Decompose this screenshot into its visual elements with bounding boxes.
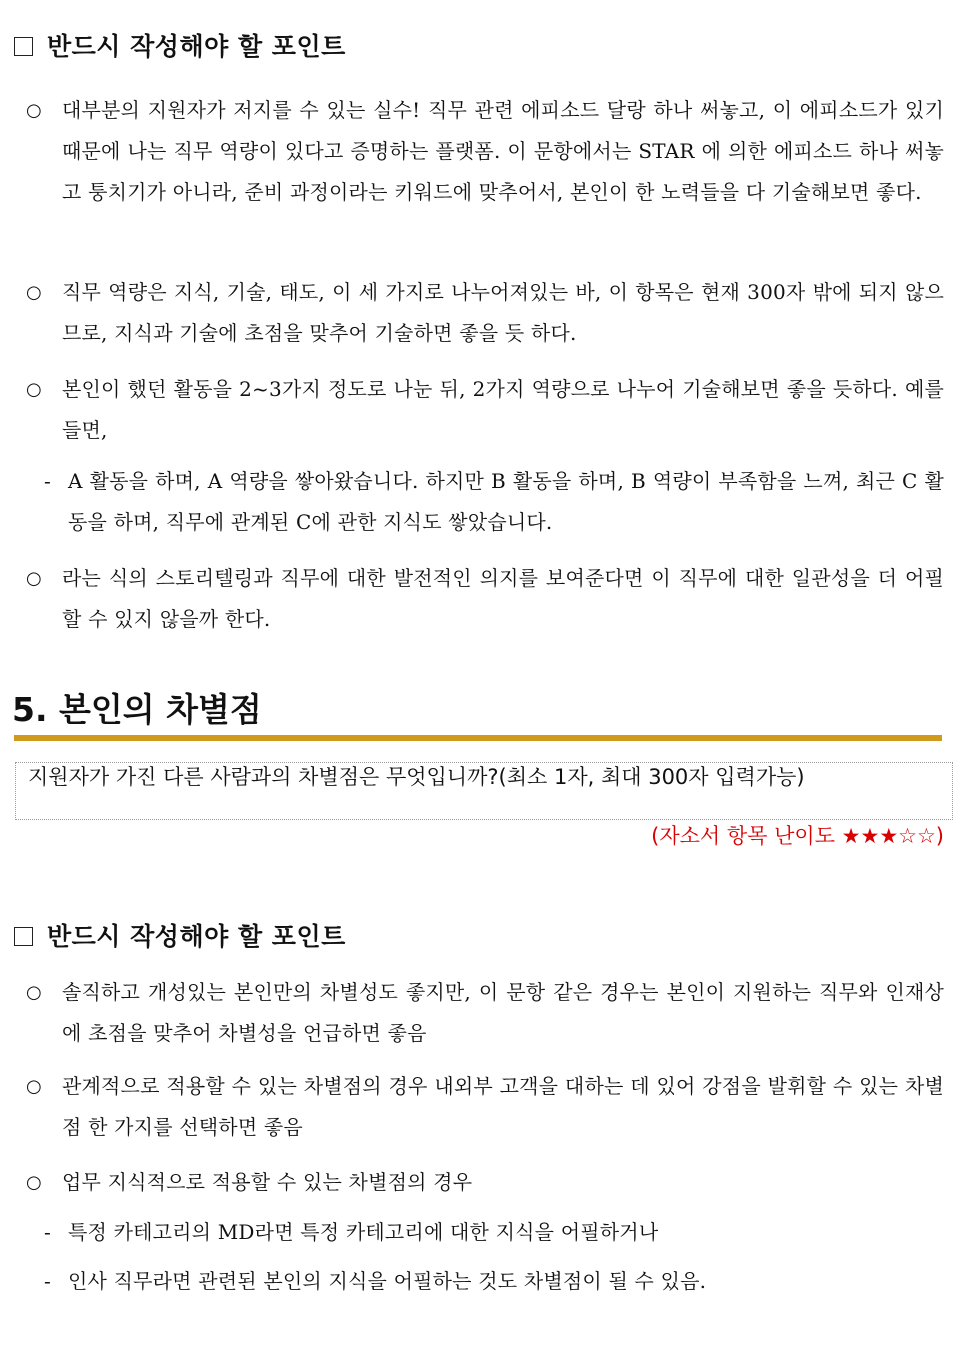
bullet-paragraph xyxy=(26,558,944,640)
paragraph-text: 업무 지식적으로 적용할 수 있는 차별점의 경우 xyxy=(62,1170,473,1194)
paragraph-text: 본인이 했던 활동을 2~3가지 정도로 나눈 뒤, 2가지 역량으로 나누어 기술해보면 좋을 듯하다. 예를 들면, xyxy=(62,377,944,442)
section-heading-text: 반드시 작성해야 할 포인트 xyxy=(47,32,346,61)
section-heading-1 xyxy=(14,32,346,62)
dash-bullet: - xyxy=(44,469,51,493)
paragraph-text: 직무 역량은 지식, 기술, 태도, 이 세 가지로 나누어져있는 바, 이 항목은 현재 300자 밖에 되지 않으므로, 지식과 기술에 초점을 맞추어 기술하면 좋을 듯 하다. xyxy=(62,280,944,345)
checkbox-square-icon xyxy=(14,37,33,56)
paragraph-text: 라는 식의 스토리텔링과 직무에 대한 발전적인 의지를 보여준다면 이 직무에 대한 일관성을 더 어필할 수 있지 않을까 한다. xyxy=(62,566,944,631)
checkbox-square-icon xyxy=(14,927,33,946)
paragraph-text: A 활동을 하며, A 역량을 쌓아왔습니다. 하지만 B 활동을 하며, B 역량이 부족함을 느껴, 최근 C 활동을 하며, 직무에 관계된 C에 관한 지식도 쌓았습니다. xyxy=(68,469,944,534)
paragraph-text: 대부분의 지원자가 저지를 수 있는 실수! 직무 관련 에피소드 달랑 하나 써놓고, 이 에피소드가 있기 때문에 나는 직무 역량이 있다고 증명하는 플랫폼. 이 문항에서는 STAR 에 의한 에피소드 하나 써놓고 퉁치기가 아니라, 준비 과정이라는 키워드에 맞추어서, 본인이 한 노력들을 다 기술해보면 좋다. xyxy=(62,98,944,204)
bullet-paragraph xyxy=(26,972,944,1054)
dash-paragraph xyxy=(44,1212,944,1253)
difficulty-rating: (자소서 항목 난이도 ★★★☆☆) xyxy=(651,824,944,848)
section-heading-text: 반드시 작성해야 할 포인트 xyxy=(47,922,346,951)
circle-bullet-icon: ○ xyxy=(26,1172,42,1193)
paragraph-text: 솔직하고 개성있는 본인만의 차별성도 좋지만, 이 문항 같은 경우는 본인이 지원하는 직무와 인재상에 초점을 맞추어 차별성을 언급하면 좋음 xyxy=(62,980,944,1045)
circle-bullet-icon: ○ xyxy=(26,568,42,589)
section-heading-2 xyxy=(14,922,346,952)
circle-bullet-icon: ○ xyxy=(26,379,42,400)
bullet-paragraph xyxy=(26,1162,944,1203)
circle-bullet-icon: ○ xyxy=(26,1076,42,1097)
circle-bullet-icon: ○ xyxy=(26,982,42,1003)
circle-bullet-icon: ○ xyxy=(26,100,42,121)
circle-bullet-icon: ○ xyxy=(26,282,42,303)
bullet-paragraph xyxy=(26,1066,944,1148)
dash-bullet: - xyxy=(44,1269,51,1293)
bullet-paragraph xyxy=(26,369,944,451)
paragraph-text: 관계적으로 적용할 수 있는 차별점의 경우 내외부 고객을 대하는 데 있어 강점을 발휘할 수 있는 차별점 한 가지를 선택하면 좋음 xyxy=(62,1074,944,1139)
bullet-paragraph xyxy=(26,272,944,354)
question-box: 지원자가 가진 다른 사람과의 차별점은 무엇입니까?(최소 1자, 최대 300자 입력가능) xyxy=(15,762,953,820)
paragraph-text: 특정 카테고리의 MD라면 특정 카테고리에 대한 지식을 어필하거나 xyxy=(68,1220,659,1244)
dash-paragraph xyxy=(44,461,944,543)
chapter-title: 5. 본인의 차별점 xyxy=(12,690,262,729)
dash-paragraph xyxy=(44,1261,944,1302)
dash-bullet: - xyxy=(44,1220,51,1244)
paragraph-text: 인사 직무라면 관련된 본인의 지식을 어필하는 것도 차별점이 될 수 있음. xyxy=(68,1269,707,1293)
chapter-divider xyxy=(14,735,942,741)
bullet-paragraph xyxy=(26,90,944,213)
